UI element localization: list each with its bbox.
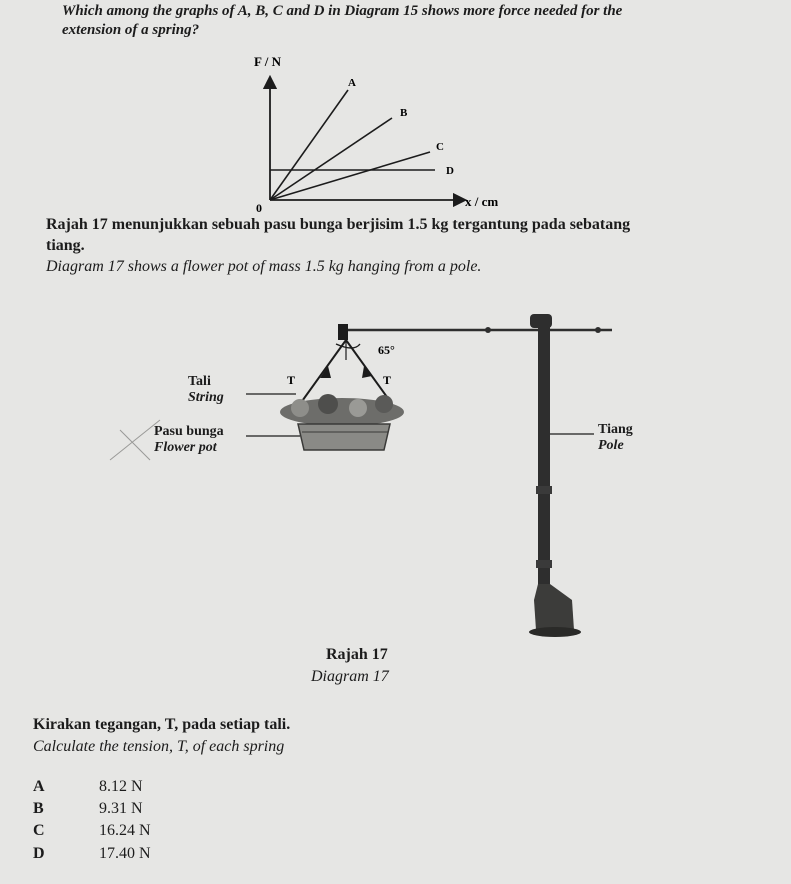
graph-label-b: B <box>400 107 408 119</box>
crossbar-knob-left <box>485 327 491 333</box>
tension-label-right: T <box>383 373 392 387</box>
option-c-letter: C <box>33 822 45 839</box>
graph-label-c: C <box>436 141 444 153</box>
question-15-line1: Which among the graphs of A, B, C and D in Diagram 15 shows more force needed for the <box>62 3 623 19</box>
graph-line-a <box>270 90 348 200</box>
option-d[interactable] <box>33 845 151 863</box>
flower-2 <box>318 394 338 414</box>
pole-base-foot <box>529 627 581 637</box>
question-english: Calculate the tension, T, of each spring <box>33 738 285 755</box>
graph-label-d: D <box>446 165 454 177</box>
rajah-17-english-text: Diagram 17 shows a flower pot of mass 1.5 kg hanging from a pole. <box>46 258 482 275</box>
pole-collar <box>536 486 552 494</box>
question-15-text <box>62 2 762 40</box>
graph-label-a: A <box>348 77 356 89</box>
paper-crease <box>110 420 160 460</box>
label-string: String <box>188 390 224 405</box>
flower-3 <box>349 399 367 417</box>
label-flowerpot-group <box>154 424 224 456</box>
label-tali: Tali <box>188 374 211 389</box>
option-a-value: 8.12 N <box>99 778 143 795</box>
pole-cap <box>530 314 552 328</box>
label-string-group <box>188 374 224 406</box>
tension-label-left: T <box>287 373 296 387</box>
angle-label: 65° <box>378 343 395 357</box>
pole-base <box>534 584 574 630</box>
label-tiang: Tiang <box>598 422 633 437</box>
diagram-17 <box>0 300 791 645</box>
diagram-17-caption-english: Diagram 17 <box>311 668 389 685</box>
option-a[interactable] <box>33 778 143 796</box>
question-malay: Kirakan tegangan, T, pada setiap tali. <box>33 716 291 733</box>
flower-1 <box>291 399 309 417</box>
option-d-letter: D <box>33 845 45 862</box>
label-pole-group <box>598 422 633 454</box>
y-axis-label: F / N <box>254 54 281 69</box>
x-axis-label: x / cm <box>465 194 499 209</box>
label-pasu-bunga: Pasu bunga <box>154 424 224 439</box>
diagram-17-caption-malay: Rajah 17 <box>326 646 388 663</box>
hanger-hook <box>338 324 348 340</box>
pole-shaft <box>538 326 550 586</box>
question-15-line2: extension of a spring? <box>62 22 200 38</box>
option-b[interactable] <box>33 800 143 818</box>
option-c-value: 16.24 N <box>99 822 151 839</box>
option-d-value: 17.40 N <box>99 845 151 862</box>
rajah-17-malay-line2: tiang. <box>46 237 85 254</box>
option-b-letter: B <box>33 800 44 817</box>
rajah-17-malay-text <box>46 214 746 256</box>
pole-collar-lower <box>536 560 552 568</box>
option-b-value: 9.31 N <box>99 800 143 817</box>
graph-line-c <box>270 152 430 200</box>
option-a-letter: A <box>33 778 45 795</box>
crossbar-knob-right <box>595 327 601 333</box>
label-pole: Pole <box>598 438 624 453</box>
string-left <box>300 340 346 404</box>
rajah-17-malay-line1: Rajah 17 menunjukkan sebuah pasu bunga berjisim 1.5 kg tergantung pada sebatang <box>46 216 631 233</box>
label-flower-pot: Flower pot <box>154 440 217 455</box>
diagram-15-graph <box>240 50 540 215</box>
option-c[interactable] <box>33 822 151 840</box>
graph-line-b <box>270 118 392 200</box>
origin-label: 0 <box>256 201 262 215</box>
flower-pot-box <box>298 424 390 450</box>
flower-4 <box>375 395 393 413</box>
